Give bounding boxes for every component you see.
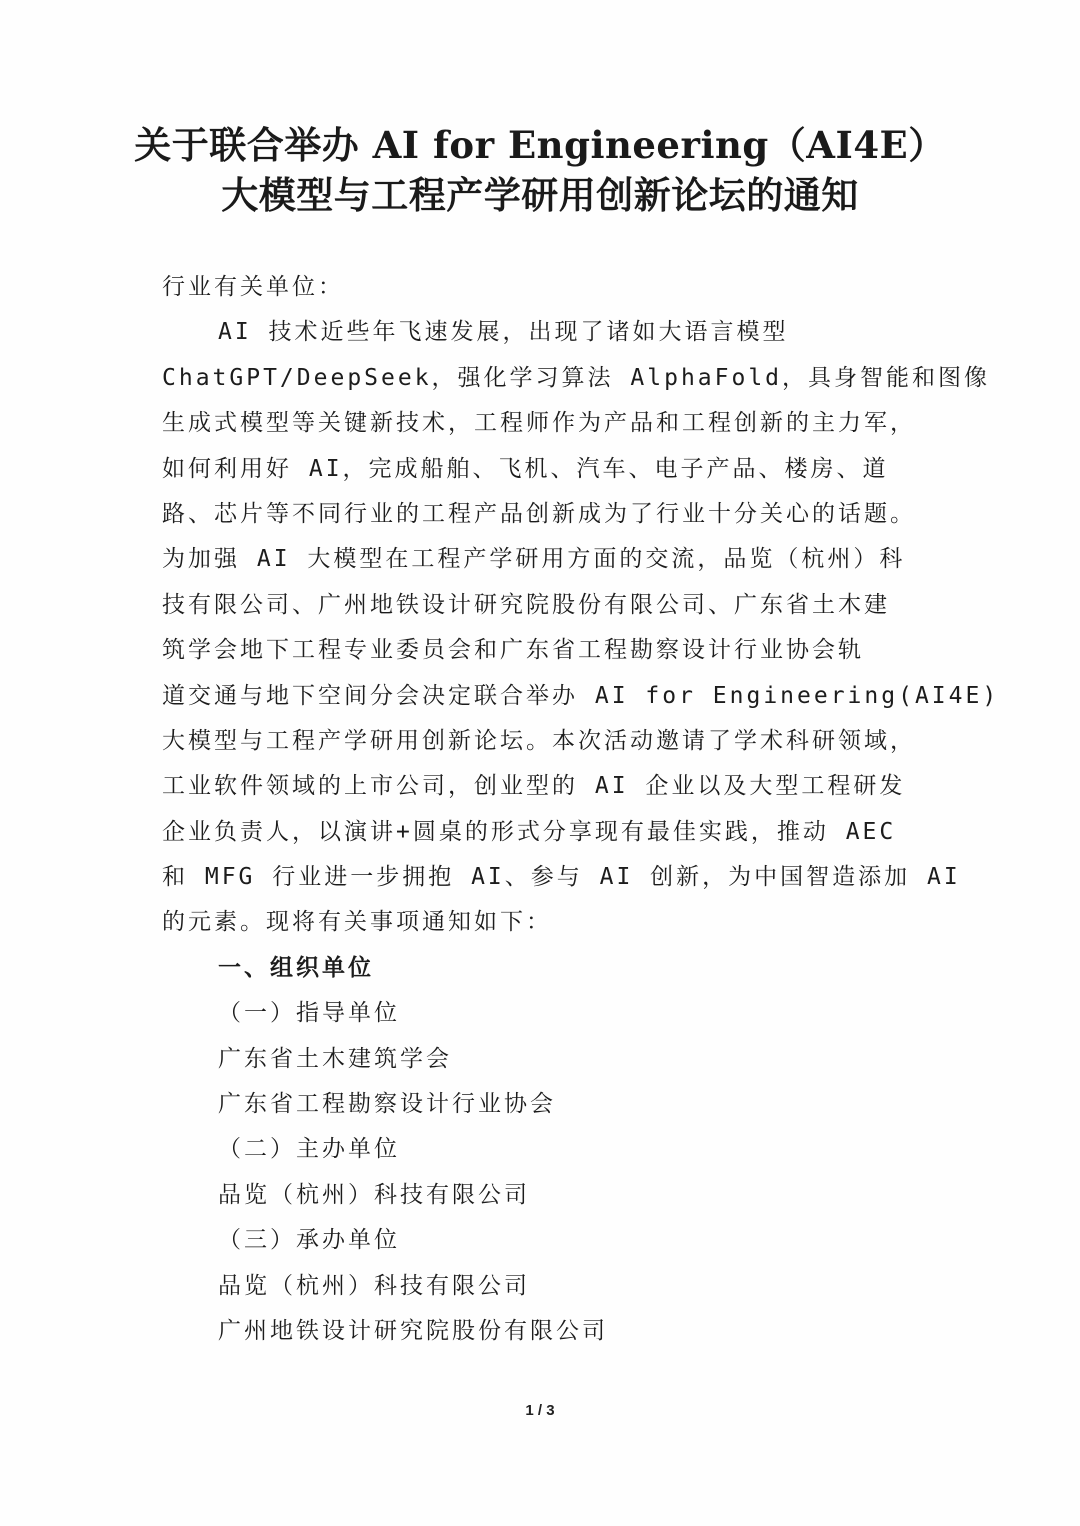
paragraph-line: 的元素。现将有关事项通知如下： xyxy=(162,909,552,936)
document-title xyxy=(100,120,980,220)
salutation: 行业有关单位： xyxy=(162,274,344,300)
org-item: 品览（杭州）科技有限公司 xyxy=(218,1181,530,1208)
paragraph-line: 如何利用好 AI，完成船舶、飞机、汽车、电子产品、楼房、道 xyxy=(162,455,889,482)
paragraph-line: 大模型与工程产学研用创新论坛。本次活动邀请了学术科研领域， xyxy=(162,727,916,754)
paragraph-line: 工业软件领域的上市公司，创业型的 AI 企业以及大型工程研发 xyxy=(162,773,906,800)
paragraph-line: 筑学会地下工程专业委员会和广东省工程勘察设计行业协会轨 xyxy=(162,637,864,664)
paragraph-line: ChatGPT/DeepSeek，强化学习算法 AlphaFold，具身智能和图像 xyxy=(162,364,991,391)
paragraph-line: 道交通与地下空间分会决定联合举办 AI for Engineering(AI4E) xyxy=(162,682,1000,709)
paragraph-line: 企业负责人，以演讲+圆桌的形式分享现有最佳实践，推动 AEC xyxy=(162,818,897,845)
paragraph-line: 生成式模型等关键新技术，工程师作为产品和工程创新的主力军， xyxy=(162,410,916,437)
title-line-1: 关于联合举办 AI for Engineering（AI4E） xyxy=(134,123,946,167)
title-line-2: 大模型与工程产学研用创新论坛的通知 xyxy=(221,173,859,217)
org-item: 广东省工程勘察设计行业协会 xyxy=(218,1091,556,1118)
org-item: 广东省土木建筑学会 xyxy=(218,1045,452,1072)
org-item: 广州地铁设计研究院股份有限公司 xyxy=(218,1317,608,1344)
page-number: 1 / 3 xyxy=(525,1402,555,1419)
document-body xyxy=(162,265,1000,1354)
org-subheading: （一）指导单位 xyxy=(218,1000,400,1027)
paragraph-line: 路、芯片等不同行业的工程产品创新成为了行业十分关心的话题。 xyxy=(162,500,916,527)
paragraph-line: 和 MFG 行业进一步拥抱 AI、参与 AI 创新，为中国智造添加 AI xyxy=(162,864,961,891)
org-subheading: （二）主办单位 xyxy=(218,1136,400,1163)
paragraph-line: AI 技术近些年飞速发展，出现了诸如大语言模型 xyxy=(218,319,789,346)
section-heading: 一、组织单位 xyxy=(218,954,374,981)
paragraph-line: 为加强 AI 大模型在工程产学研用方面的交流，品览（杭州）科 xyxy=(162,546,906,573)
org-subheading: （三）承办单位 xyxy=(218,1227,400,1254)
org-item: 品览（杭州）科技有限公司 xyxy=(218,1272,530,1299)
paragraph-line: 技有限公司、广州地铁设计研究院股份有限公司、广东省土木建 xyxy=(162,591,890,618)
